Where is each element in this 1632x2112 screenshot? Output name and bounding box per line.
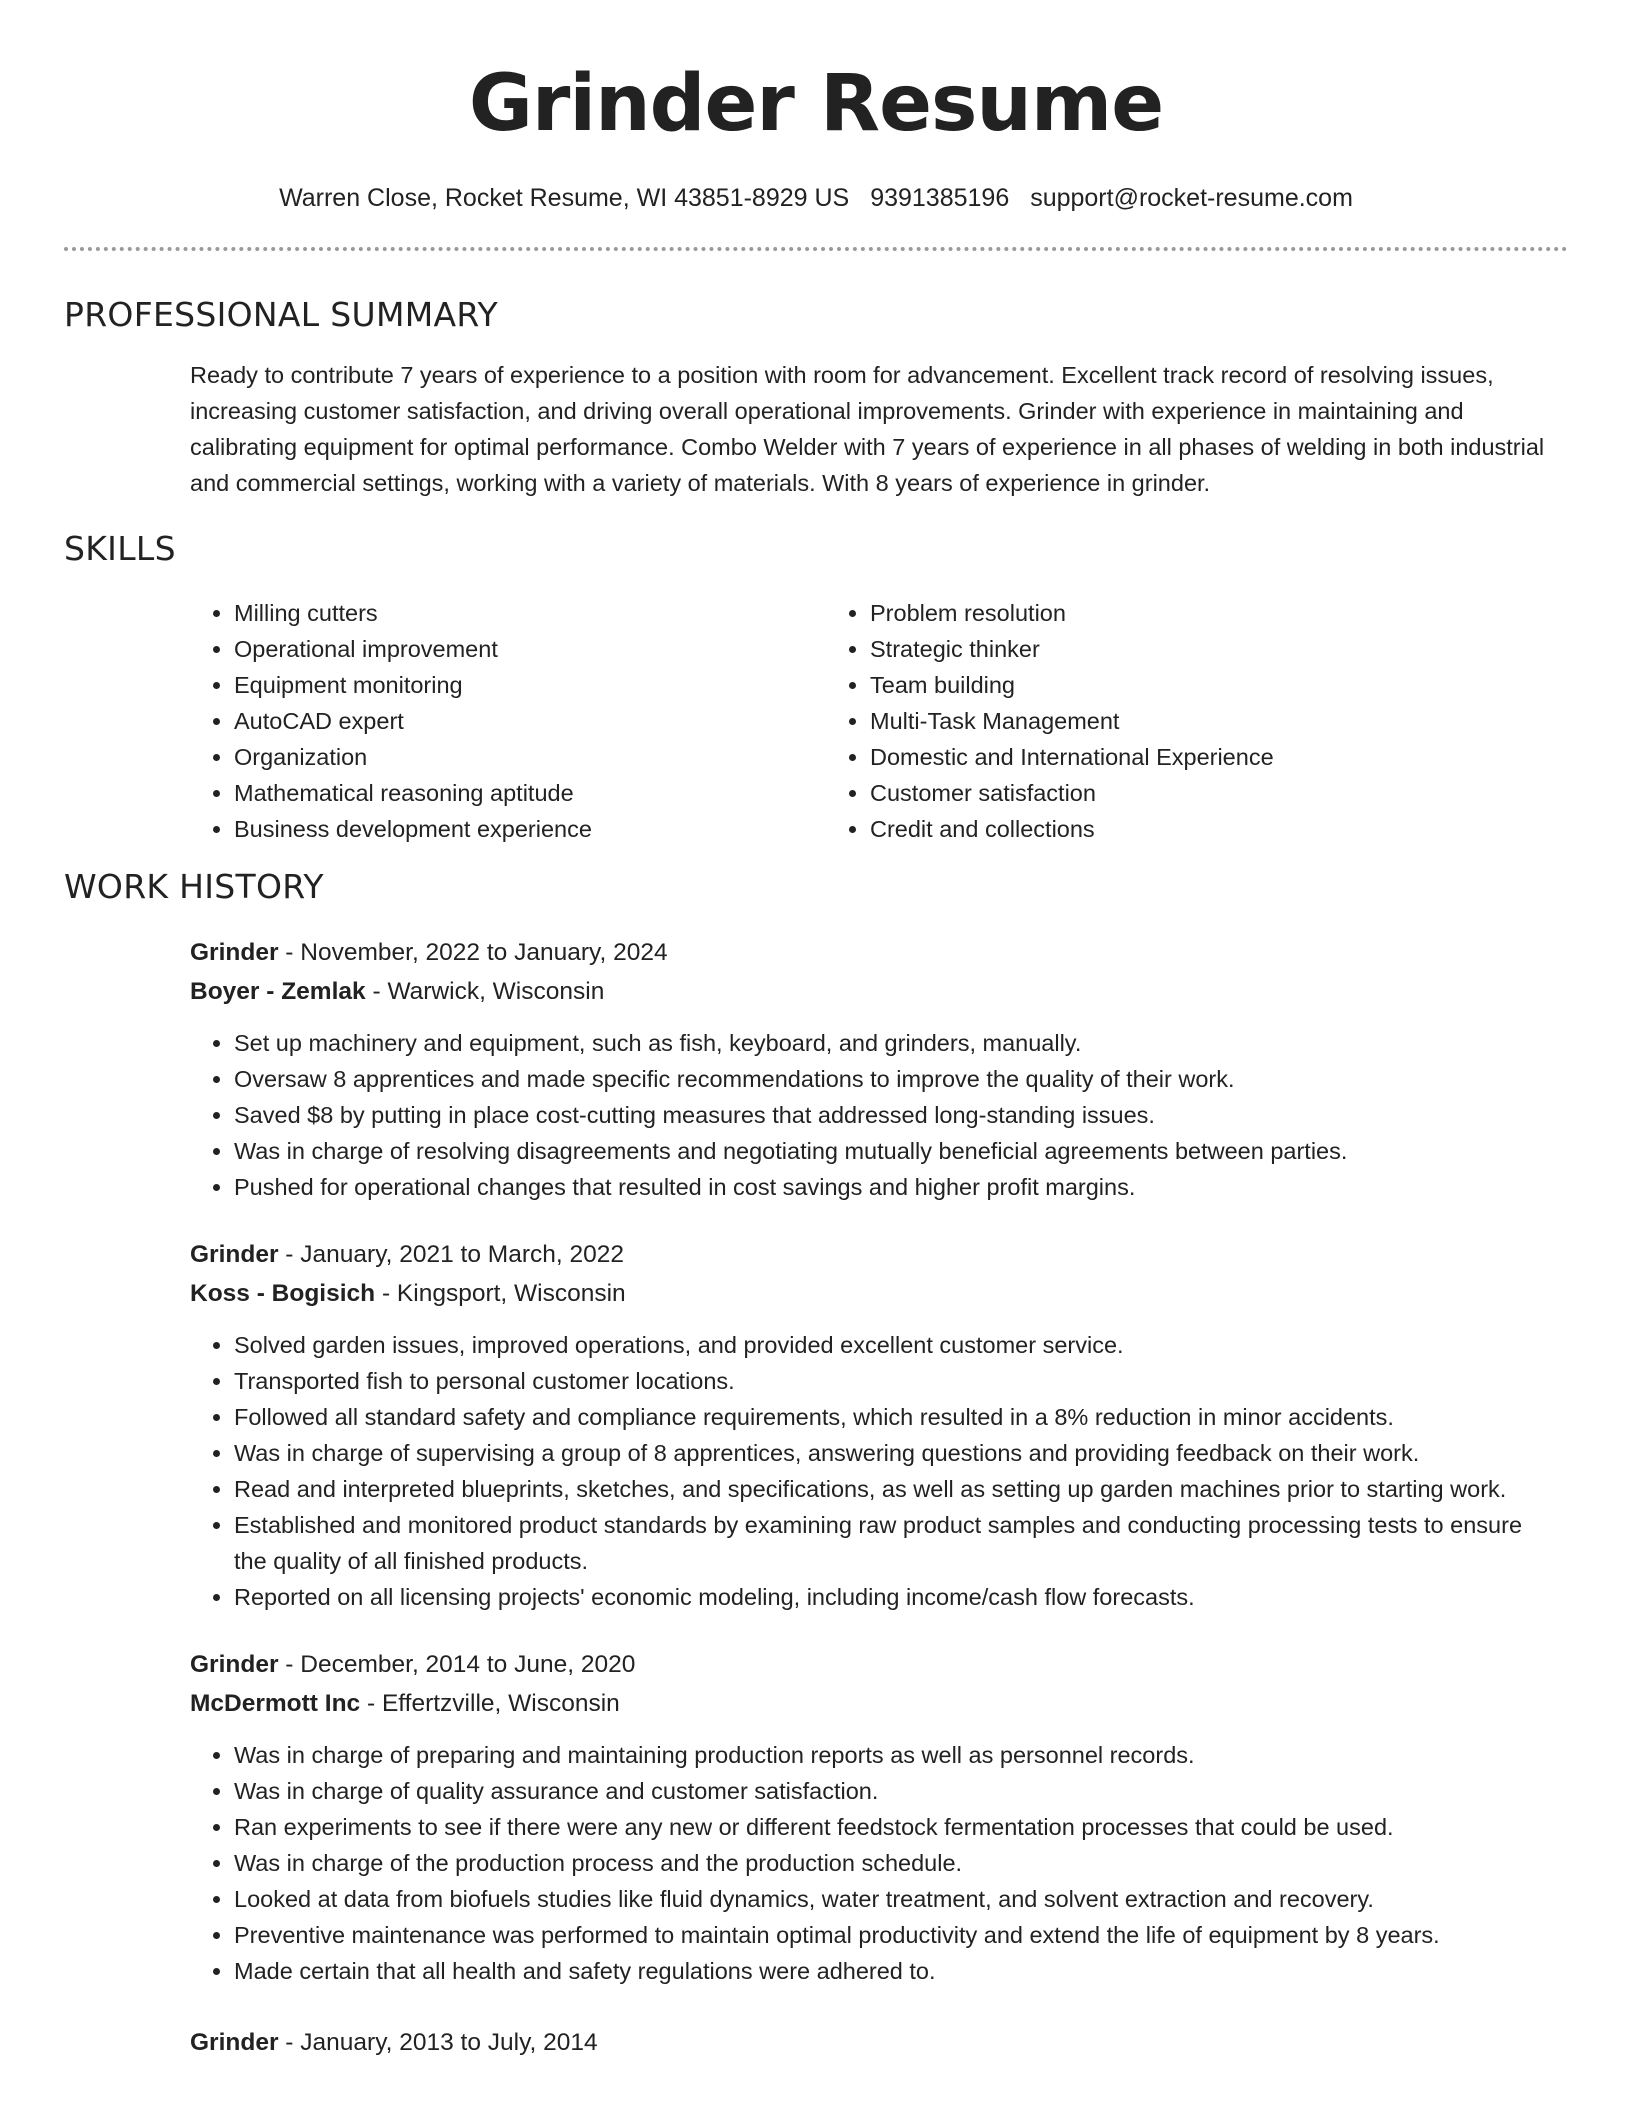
- job-company-line: [190, 1684, 1568, 1723]
- list-item: • Set up machinery and equipment, such as fish, keyboard, and grinders, manually.: [234, 1025, 1530, 1061]
- list-item: • Established and monitored product standards by examining raw product samples and conducting processing tests to ensure the quality of all finished products.: [234, 1507, 1530, 1579]
- list-item: • Saved $8 by putting in place cost-cutting measures that addressed long-standing issues.: [234, 1097, 1530, 1133]
- work-entry: [190, 1645, 1568, 1989]
- list-item: • Solved garden issues, improved operations, and provided excellent customer service.: [234, 1327, 1530, 1363]
- job-company: McDermott Inc: [190, 1690, 361, 1717]
- skill-item: • Business development experience: [234, 811, 826, 847]
- separator: -: [278, 1651, 301, 1678]
- work-entry: [190, 933, 1568, 1205]
- summary-text: Ready to contribute 7 years of experience to a position with room for advancement. Excellent track record of resolving issues, increasing customer satisfaction, and driving overall operational improvements. Grinder with experience in maintaining and calibrating equipment for optimal performance. Combo Welder with 7 years of experience in all phases of welding in both industrial and commercial settings, working with a variety of materials. With 8 years of experience in grinder.: [190, 362, 1545, 496]
- job-bullets: [190, 1737, 1530, 1989]
- job-title-line: [190, 1235, 1568, 1274]
- list-item: • Preventive maintenance was performed to maintain optimal productivity and extend the life of equipment by 8 years.: [234, 1917, 1530, 1953]
- job-location: Kingsport, Wisconsin: [396, 1280, 626, 1307]
- job-dates: January, 2013 to July, 2014: [300, 2029, 598, 2056]
- list-item: • Looked at data from biofuels studies like fluid dynamics, water treatment, and solvent extraction and recovery.: [234, 1881, 1530, 1917]
- job-dates: November, 2022 to January, 2024: [300, 939, 668, 966]
- skill-item: • Problem resolution: [870, 595, 1462, 631]
- skills-columns: [190, 595, 1568, 847]
- work-entry: [190, 2023, 1568, 2062]
- contact-phone: 9391385196: [870, 184, 1010, 212]
- list-item: • Transported fish to personal customer locations.: [234, 1363, 1530, 1399]
- list-item: • Pushed for operational changes that resulted in cost savings and higher profit margins.: [234, 1169, 1530, 1205]
- list-item: • Was in charge of quality assurance and customer satisfaction.: [234, 1773, 1530, 1809]
- job-bullets: [190, 1025, 1530, 1205]
- skill-item: • Equipment monitoring: [234, 667, 826, 703]
- job-title-line: [190, 2023, 1568, 2062]
- contact-line: [64, 182, 1568, 214]
- list-item: • Was in charge of preparing and maintaining production reports as well as personnel records.: [234, 1737, 1530, 1773]
- skill-item: • Organization: [234, 739, 826, 775]
- list-item: • Was in charge of supervising a group of 8 apprentices, answering questions and providing feedback on their work.: [234, 1435, 1530, 1471]
- skill-item: • Credit and collections: [870, 811, 1462, 847]
- separator: -: [278, 2029, 301, 2056]
- separator: -: [278, 939, 301, 966]
- job-company-line: [190, 972, 1568, 1011]
- job-dates: December, 2014 to June, 2020: [300, 1651, 636, 1678]
- list-item: • Was in charge of the production process and the production schedule.: [234, 1845, 1530, 1881]
- list-item: • Followed all standard safety and compliance requirements, which resulted in a 8% reduction in minor accidents.: [234, 1399, 1530, 1435]
- skill-item: • Mathematical reasoning aptitude: [234, 775, 826, 811]
- resume-title: Grinder Resume: [468, 59, 1164, 149]
- job-role: Grinder: [190, 1651, 279, 1678]
- skill-item: • Team building: [870, 667, 1462, 703]
- list-item: • Ran experiments to see if there were any new or different feedstock fermentation processes that could be used.: [234, 1809, 1530, 1845]
- resume-page: [64, 0, 1568, 2062]
- skill-item: • Operational improvement: [234, 631, 826, 667]
- job-role: Grinder: [190, 939, 279, 966]
- skill-item: • Strategic thinker: [870, 631, 1462, 667]
- skill-item: • Multi-Task Management: [870, 703, 1462, 739]
- job-dates: January, 2021 to March, 2022: [300, 1241, 624, 1268]
- list-item: • Read and interpreted blueprints, sketches, and specifications, as well as setting up garden machines prior to starting work.: [234, 1471, 1530, 1507]
- work-entry: [190, 1235, 1568, 1615]
- separator: -: [278, 1241, 301, 1268]
- job-location: Warwick, Wisconsin: [387, 978, 605, 1005]
- job-company-line: [190, 1274, 1568, 1313]
- job-bullets: [190, 1327, 1530, 1615]
- list-item: • Made certain that all health and safety regulations were adhered to.: [234, 1953, 1530, 1989]
- summary-heading: PROFESSIONAL SUMMARY: [64, 295, 498, 334]
- contact-email: support@rocket-resume.com: [1030, 184, 1353, 212]
- list-item: • Oversaw 8 apprentices and made specific recommendations to improve the quality of their work.: [234, 1061, 1530, 1097]
- job-role: Grinder: [190, 1241, 279, 1268]
- work-history-heading: WORK HISTORY: [64, 867, 324, 906]
- skills-heading: SKILLS: [64, 529, 176, 568]
- job-location: Effertzville, Wisconsin: [381, 1690, 620, 1717]
- skills-right-list: [826, 595, 1462, 847]
- list-item: • Was in charge of resolving disagreements and negotiating mutually beneficial agreements between parties.: [234, 1133, 1530, 1169]
- skill-item: • Customer satisfaction: [870, 775, 1462, 811]
- header-divider: [64, 247, 1568, 251]
- contact-address: Warren Close, Rocket Resume, WI 43851-8929 US: [279, 184, 850, 212]
- skill-item: • AutoCAD expert: [234, 703, 826, 739]
- separator: -: [375, 1280, 397, 1307]
- skill-item: • Domestic and International Experience: [870, 739, 1462, 775]
- job-company: Koss - Bogisich: [190, 1280, 376, 1307]
- list-item: • Reported on all licensing projects' economic modeling, including income/cash flow forecasts.: [234, 1579, 1530, 1615]
- separator: -: [365, 978, 388, 1005]
- job-title-line: [190, 933, 1568, 972]
- separator: -: [360, 1690, 382, 1717]
- job-role: Grinder: [190, 2029, 279, 2056]
- skill-item: • Milling cutters: [234, 595, 826, 631]
- job-company: Boyer - Zemlak: [190, 978, 366, 1005]
- skills-left-list: [190, 595, 826, 847]
- job-title-line: [190, 1645, 1568, 1684]
